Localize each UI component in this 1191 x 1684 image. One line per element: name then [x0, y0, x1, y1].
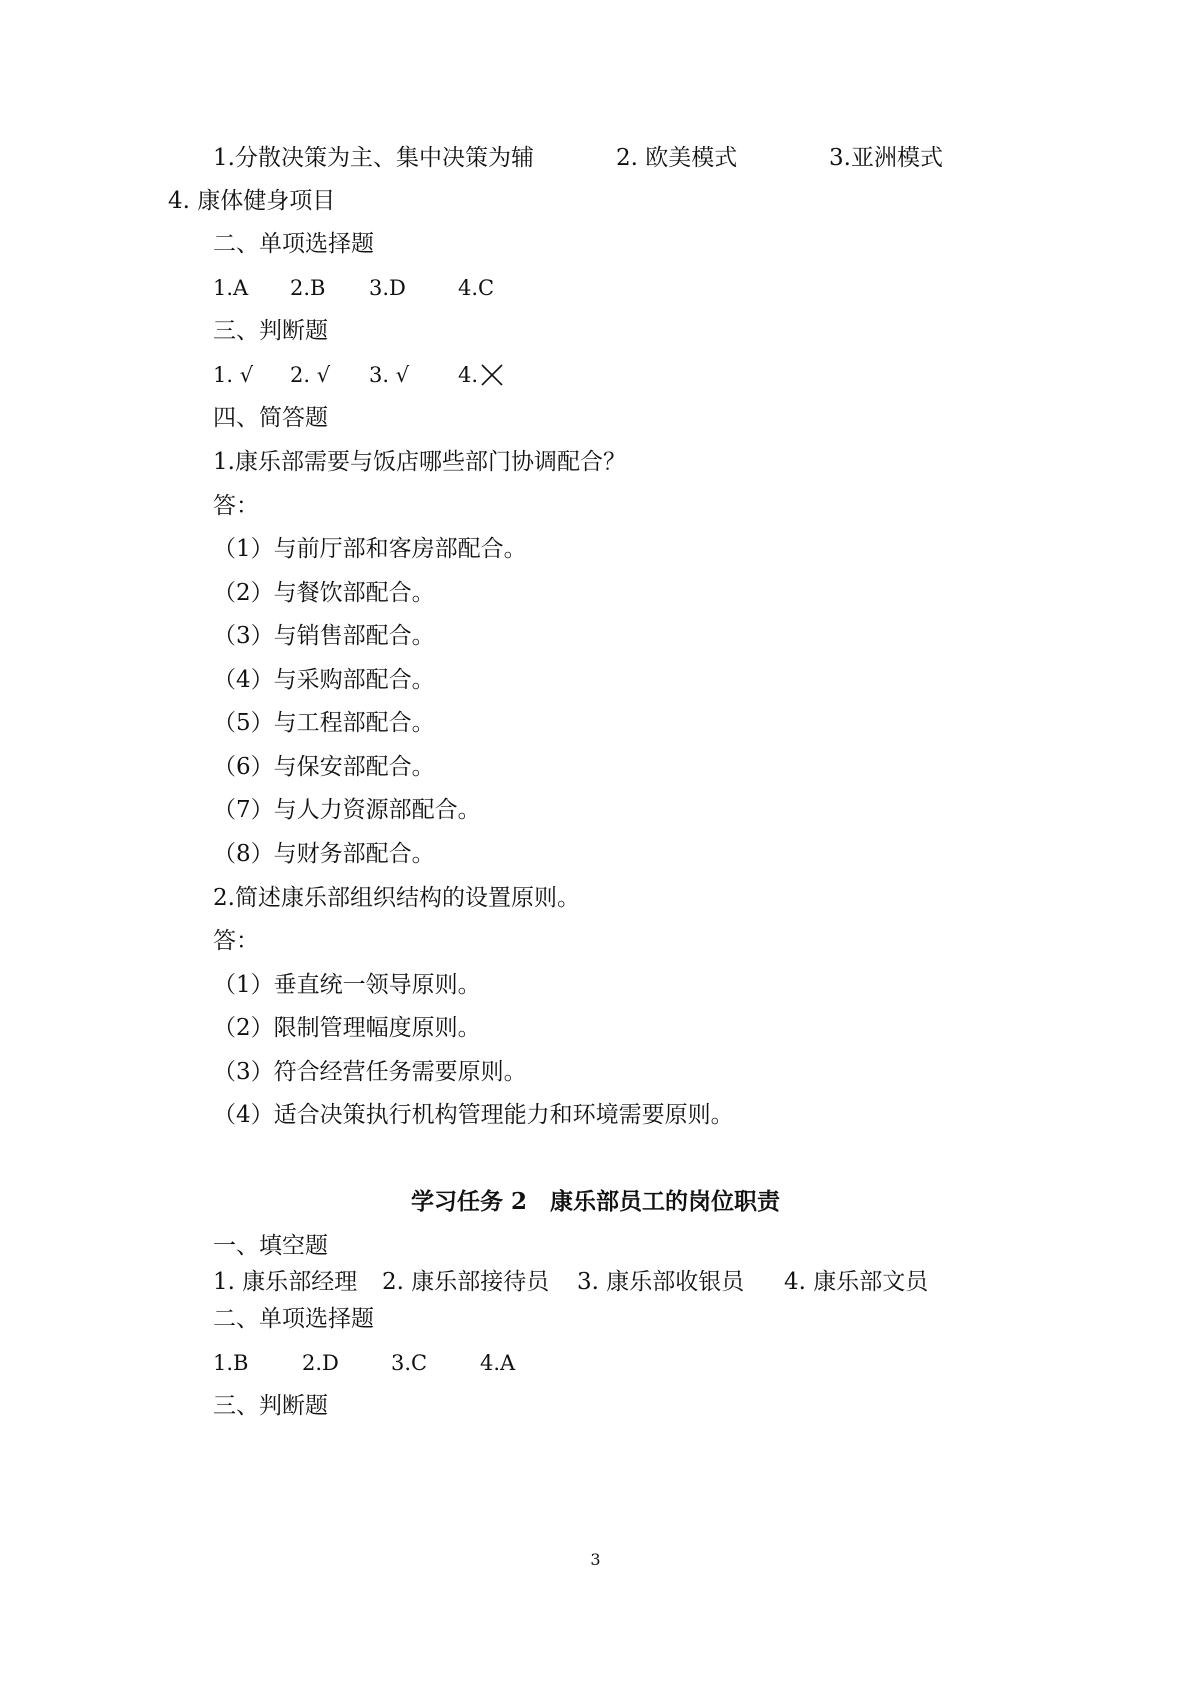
section-2-single-choice-answers — [0, 1348, 1191, 1378]
q1-answer-item: （5）与工程部配合。 — [213, 710, 435, 736]
q1-answer-item: （8）与财务部配合。 — [213, 841, 435, 867]
fill-answer-2: 2. 欧美模式 — [616, 145, 738, 171]
judgement-answer: 2. √ — [290, 363, 331, 387]
single-choice-answer: 1.B — [213, 1351, 249, 1375]
q2-answer-item: （1）垂直统一领导原则。 — [213, 972, 481, 998]
answer-label: 答： — [213, 493, 259, 519]
q2-answer-item: （3）符合经营任务需要原则。 — [213, 1059, 527, 1085]
q1-answer-item: （2）与餐饮部配合。 — [213, 580, 435, 606]
question-2: 2.简述康乐部组织结构的设置原则。 — [213, 885, 580, 911]
q2-answer-item: （4）适合决策执行机构管理能力和环境需要原则。 — [213, 1102, 734, 1128]
fill-answer-1: 1.分散决策为主、集中决策为辅 — [213, 145, 534, 171]
single-choice-answer: 2.D — [302, 1351, 339, 1375]
single-choice-answer: 4.C — [458, 276, 495, 300]
q1-answer-item: （6）与保安部配合。 — [213, 754, 435, 780]
judgement-answer: 4. — [458, 363, 479, 387]
judgement-answers — [0, 360, 1191, 390]
fill-answer: 1. 康乐部经理 — [213, 1269, 358, 1295]
single-choice-answers — [0, 273, 1191, 303]
fill-answers-row-1 — [0, 143, 1191, 173]
judgement-title: 三、判断题 — [213, 1393, 328, 1419]
fill-answer: 3. 康乐部收银员 — [577, 1269, 745, 1295]
single-choice-answer: 4.A — [480, 1351, 516, 1375]
short-answer-title: 四、简答题 — [213, 405, 328, 431]
single-choice-title: 二、单项选择题 — [213, 231, 374, 257]
judgement-answer: 1. √ — [213, 363, 254, 387]
q2-answer-item: （2）限制管理幅度原则。 — [213, 1015, 481, 1041]
fill-answer: 2. 康乐部接待员 — [382, 1269, 550, 1295]
page-number: 3 — [590, 1550, 601, 1569]
question-1: 1.康乐部需要与饭店哪些部门协调配合？ — [213, 449, 626, 475]
judgement-title: 三、判断题 — [213, 318, 328, 344]
fill-answer-4: 4. 康体健身项目 — [168, 188, 336, 214]
q1-answer-item: （1）与前厅部和客房部配合。 — [213, 536, 527, 562]
fill-answer-3: 3.亚洲模式 — [829, 145, 943, 171]
section-2-fill-answers — [0, 1267, 1191, 1297]
section-2-title: 学习任务 2 康乐部员工的岗位职责 — [410, 1188, 780, 1215]
q1-answer-item: （4）与采购部配合。 — [213, 667, 435, 693]
single-choice-title: 二、单项选择题 — [213, 1306, 374, 1332]
single-choice-answer: 1.A — [213, 276, 249, 300]
single-choice-answer: 3.D — [369, 276, 406, 300]
fill-title: 一、填空题 — [213, 1233, 328, 1259]
fill-answer: 4. 康乐部文员 — [784, 1269, 929, 1295]
judgement-answer: 3. √ — [369, 363, 410, 387]
single-choice-answer: 2.B — [290, 276, 326, 300]
q1-answer-item: （3）与销售部配合。 — [213, 623, 435, 649]
q1-answer-item: （7）与人力资源部配合。 — [213, 797, 481, 823]
answer-label: 答： — [213, 928, 259, 954]
single-choice-answer: 3.C — [391, 1351, 428, 1375]
cross-mark-icon — [480, 363, 504, 387]
